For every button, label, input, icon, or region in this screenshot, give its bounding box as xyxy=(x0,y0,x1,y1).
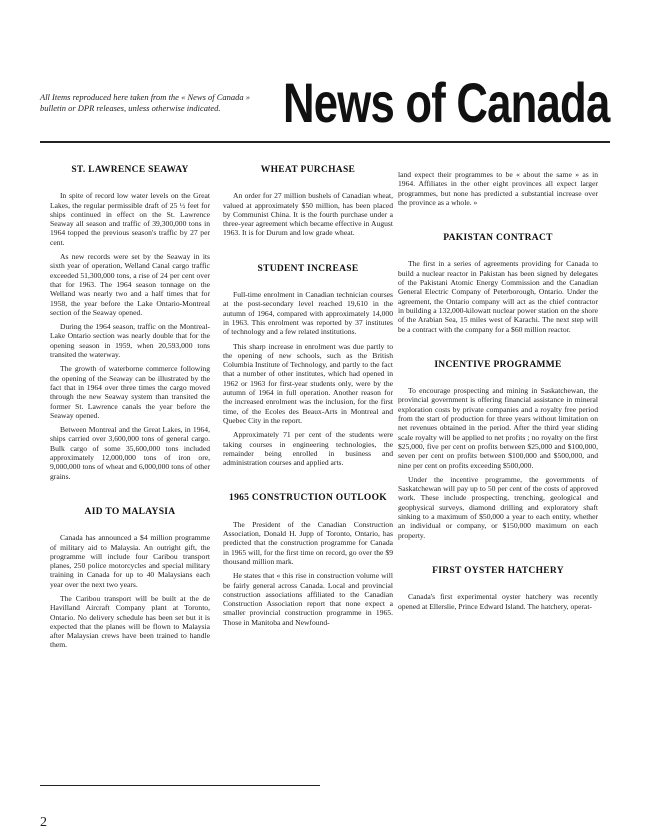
paragraph: The growth of waterborne commerce following the opening of the Seaway can be illustrated by the fact that in 1964 over three times the cargo moved through the new Seaway system than transited the former St. Lawrence canals the year before the Seaway opened. xyxy=(50,364,210,420)
paragraph: The Caribou transport will be built at the de Havilland Aircraft Company plant at Toronto, Ontario. No delivery schedule has been set but it is expected that the planes will be flown to Malaysia after Malaysian crews have been trained to handle them. xyxy=(50,593,210,650)
column-1 xyxy=(50,160,210,655)
paragraph: Canada's first experimental oyster hatchery was recently opened at Ellerslie, Prince Edward Island. The hatchery, operat- xyxy=(398,592,598,611)
paragraph: Between Montreal and the Great Lakes, in 1964, ships carried over 3,600,000 tons of general cargo. Bulk cargo of some 35,600,000 tons included approximately 12,000,000 tons of iron ore, 9,000,000 tons of wheat and 6,000,000 tons of other grains. xyxy=(50,425,210,481)
header-rule xyxy=(40,141,610,143)
headline-pakistan: PAKISTAN CONTRACT xyxy=(443,233,553,244)
headline-oyster: FIRST OYSTER HATCHERY xyxy=(432,565,564,576)
paragraph: As new records were set by the Seaway in its sixth year of operation, Welland Canal cargo traffic exceeded 51,300,000 tons, a rise of 24 per cent over that for 1963. The 1964 season tonnage on the Welland was nearly two and a half times that for 1958, the year before the Lake Ontario-Montreal section of the Seaway opened. xyxy=(50,252,210,317)
paragraph: During the 1964 season, traffic on the Montreal-Lake Ontario section was nearly double that for the opening season in 1959, when 20,593,000 tons transited the waterway. xyxy=(50,322,210,360)
header-note: All Items reproduced here taken from the « News of Canada » bulletin or DPR releases, unless otherwise indicated. xyxy=(40,92,251,113)
column-2 xyxy=(223,160,393,632)
masthead-title: News of Canada xyxy=(283,71,610,134)
paragraph: Approximately 71 per cent of the students were taking courses in engineering technologies, the remainder being enrolled in business and administration courses and applied arts. xyxy=(223,430,393,468)
paragraph: In spite of record low water levels on the Great Lakes, the regular permissible draft of 25 ½ feet for ships continued in effect on the St. Lawrence Seaway all season and traffic of 39,300,000 tons in 1964 topped the previous season's traffic by 27 per cent. xyxy=(50,191,210,247)
headline-incentive: INCENTIVE PROGRAMME xyxy=(434,359,562,370)
paragraph: Under the incentive programme, the governments of Saskatchewan will pay up to 50 per cent of the costs of approved work. These include prospecting, trenching, geological and geophysical surveys, diamond drilling and exploratory shaft sinking to a maximum of $50,000 a year to each entity, whether an individual or company, or $150,000 maximum on each property. xyxy=(398,474,598,540)
headline-malaysia: AID TO MALAYSIA xyxy=(84,506,176,517)
paragraph: He states that « this rise in construction volume will be fairly general across Canada. Local and provincial construction associations affiliated to the Canadian Construction Association report that none expect a smaller provincial construction programme in 1965. Those in Manitoba and Newfound- xyxy=(223,571,393,627)
paragraph: This sharp increase in enrolment was due partly to the opening of new schools, such as the British Columbia Institute of Technology, and partly to the fact that a number of other institutes, which had opened in 1962 or 1963 for first-year students only, were by the autumn of 1964 in full operation. Another reason for the increased enrolment was the inclusion, for the first time, of the Ecoles des Beaux-Arts in Montreal and Quebec City in the report. xyxy=(223,341,393,425)
paragraph: Full-time enrolment in Canadian technician courses at the post-secondary level reached 19,610 in the autumn of 1964, compared with approximately 14,000 in 1963. This enrolment was reported by 37 institutes of technology and a few related institutions. xyxy=(223,290,393,337)
paragraph: Canada has announced a $4 million programme of military aid to Malaysia. An outright gift, the programme will include four Caribou transport planes, 250 police motorcycles and special military training in Canada for up to 40 Malaysians each year over the next two years. xyxy=(50,533,210,589)
headline-wheat: WHEAT PURCHASE xyxy=(260,165,356,175)
headline-seaway: ST. LAWRENCE SEAWAY xyxy=(71,165,189,175)
headline-student: STUDENT INCREASE xyxy=(257,263,359,274)
paragraph-continuation: land expect their programmes to be « about the same » as in 1964. Affiliates in the other eight provinces all expect larger programmes, but none has predicted a substantial increase over the province as a whole. » xyxy=(398,170,598,207)
paragraph: An order for 27 million bushels of Canadian wheat, valued at approximately $50 million, has been placed by Communist China. It is the fourth purchase under a three-year agreement which became effective in August 1963. It is for Durum and low grade wheat. xyxy=(223,191,393,238)
page-number: 2 xyxy=(40,815,47,830)
footer-rule xyxy=(40,785,320,786)
paragraph: To encourage prospecting and mining in Saskatchewan, the provincial government is offering financial assistance in mineral exploration costs by private companies and a royalty free period from the start of production for three years without limitation on net revenues obtained in the period. After the third year sliding scale royalty will be applied to net profits ; no royalty on the first $25,000, five per cent on profits between $25,000 and $100,000, seven per cent on profits between $100,000 and $500,000, and nine per cent on profits exceeding $500,000. xyxy=(398,386,598,470)
headline-construction: 1965 CONSTRUCTION OUTLOOK xyxy=(229,493,387,504)
paragraph: The President of the Canadian Construction Association, Donald H. Jupp of Toronto, Ontario, has predicted that the construction programme for Canada in 1965 will, for the first time on record, go over the $9 thousand million mark. xyxy=(223,519,393,566)
paragraph: The first in a series of agreements providing for Canada to build a nuclear reactor in Pakistan has been signed by delegates of the Pakistani Atomic Energy Commission and the Canadian General Electric Company of Peterborough, Ontario. Under the agreement, the Ontario company will act as the chief contractor in building a 132,000-kilowatt nuclear power station on the shore of the Arabian Sea, 15 miles west of Karachi. The next step will be a contract with the company for a $60 million reactor. xyxy=(398,259,598,334)
column-3 xyxy=(398,170,598,616)
masthead xyxy=(283,72,613,134)
